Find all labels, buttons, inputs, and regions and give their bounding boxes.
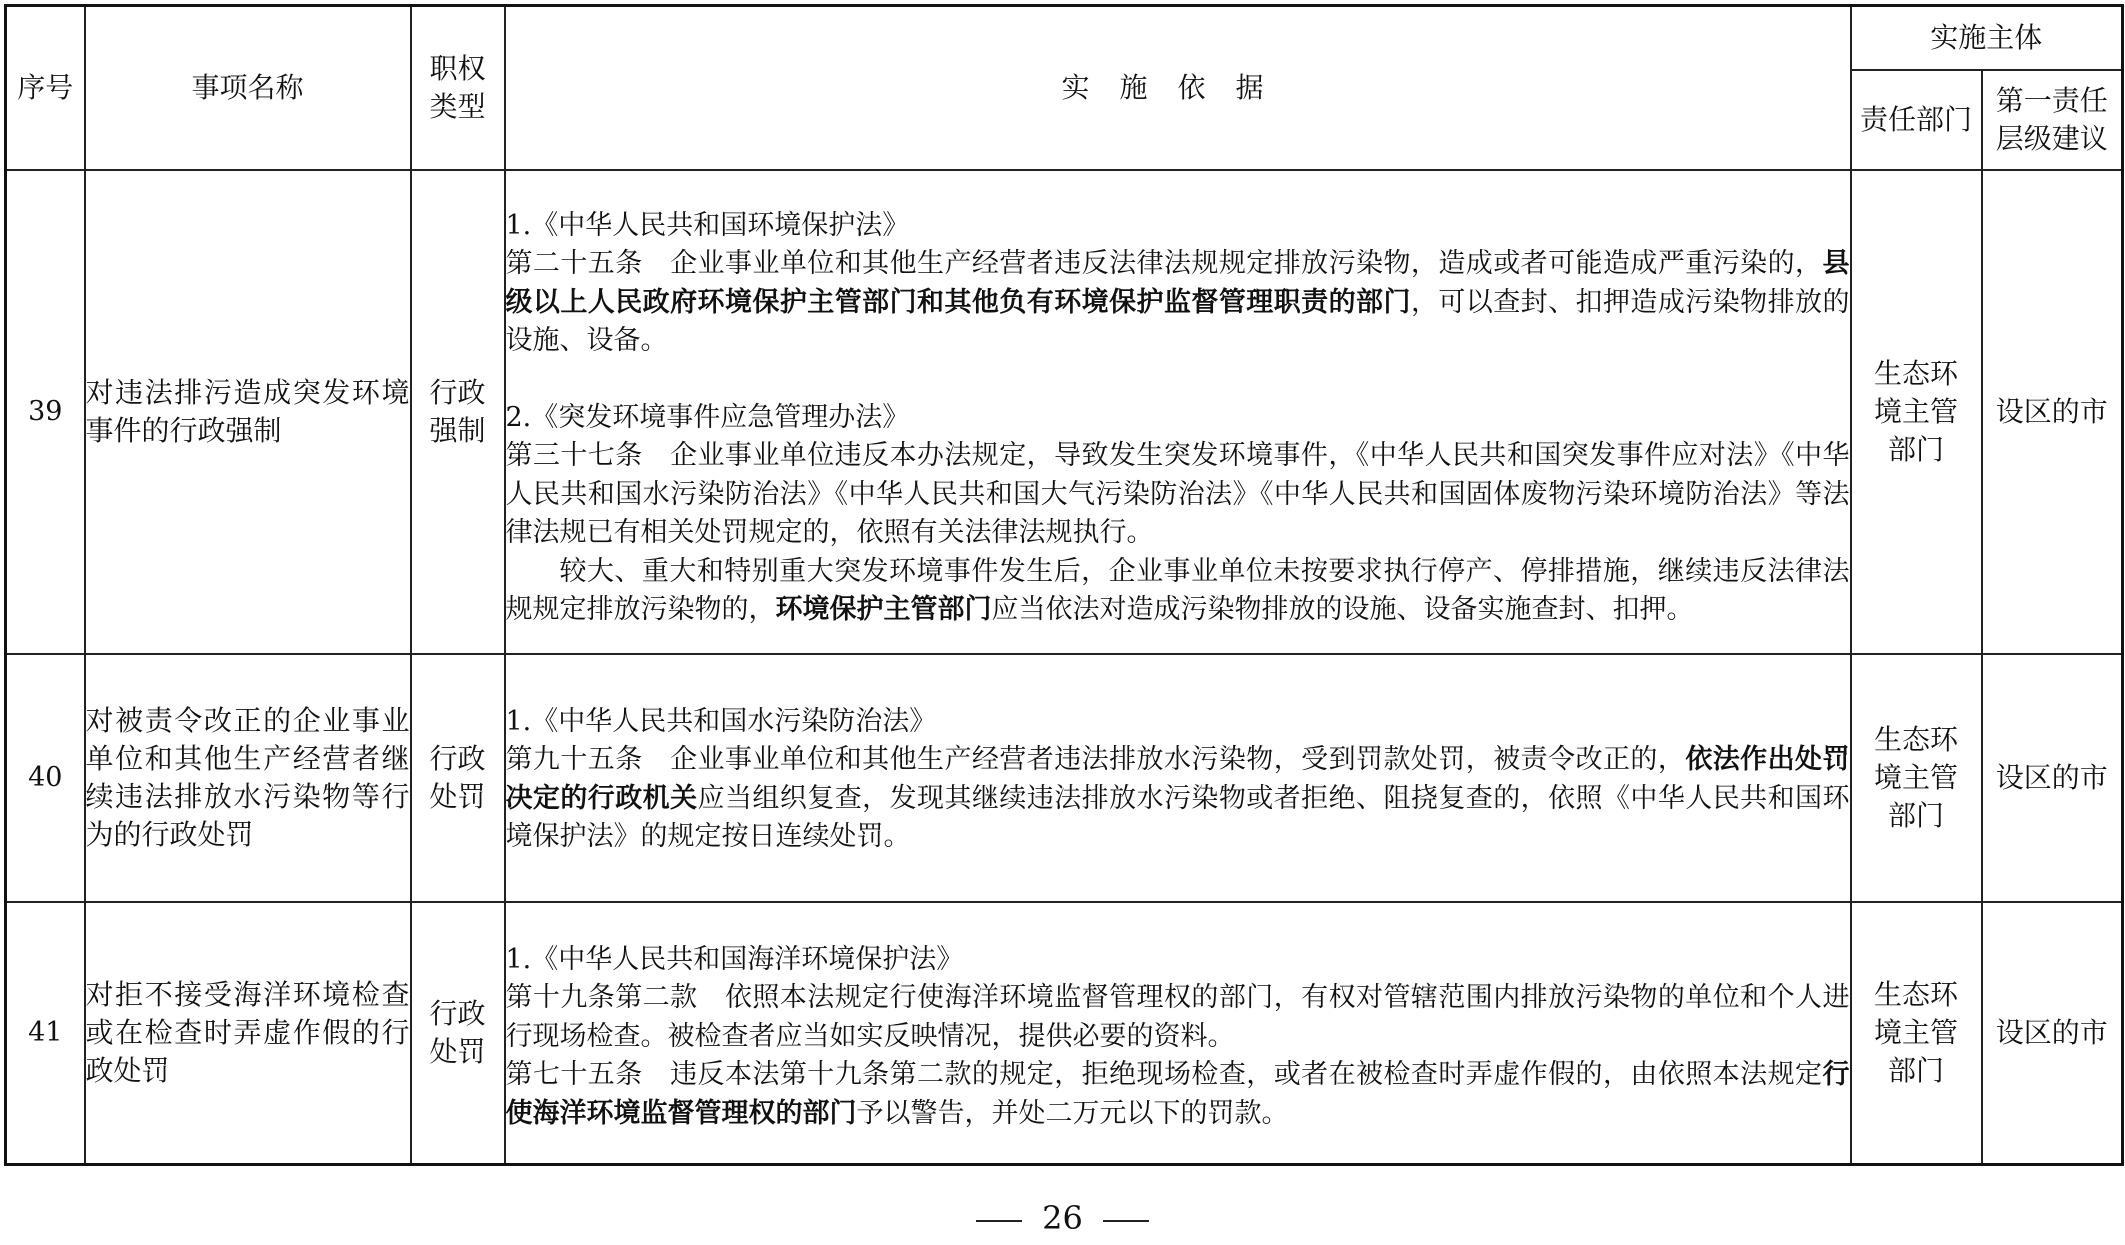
basis-article: 第十九条第二款 依照本法规定行使海洋环境监督管理权的部门，有权对管辖范围内排放污染物的单位和个人进行现场检查。被检查者应当如实反映情况，提供必要的资料。	[505, 982, 1850, 1052]
legal-basis	[505, 902, 1851, 1165]
basis-law-title: 1.《中华人民共和国水污染防治法》	[505, 705, 937, 737]
table-row	[6, 902, 2123, 1165]
item-name: 对违法排污造成突发环境事件的行政强制	[85, 170, 411, 654]
responsibility-level: 设区的市	[1982, 170, 2123, 654]
item-name: 对拒不接受海洋环境检查或在检查时弄虚作假的行政处罚	[85, 902, 411, 1165]
legal-basis	[505, 170, 1851, 654]
authority-type: 行政处罚	[411, 654, 505, 902]
footer-dash-left	[976, 1220, 1022, 1222]
basis-article: 第二十五条 企业事业单位和其他生产经营者违反法律法规规定排放污染物，造成或者可能造成严重污染的，县级以上人民政府环境保护主管部门和其他负有环境保护监督管理职责的部门，可以查封、扣押造成污染物排放的设施、设备。	[505, 248, 1850, 356]
basis-law-title: 2.《突发环境事件应急管理办法》	[505, 401, 910, 433]
basis-bold-authority: 环境保护主管部门	[775, 594, 992, 625]
page-number: 26	[1042, 1199, 1083, 1237]
footer-dash-right	[1103, 1220, 1149, 1222]
header-subject: 实施主体	[1851, 6, 2123, 70]
header-dept: 责任部门	[1851, 70, 1982, 170]
row-number: 41	[6, 902, 85, 1165]
responsible-dept: 生态环境主管部门	[1851, 902, 1982, 1165]
item-name: 对被责令改正的企业事业单位和其他生产经营者继续违法排放水污染物等行为的行政处罚	[85, 654, 411, 902]
header-basis: 实施依据	[505, 6, 1851, 170]
responsible-dept: 生态环境主管部门	[1851, 654, 1982, 902]
header-seq: 序号	[6, 6, 85, 170]
row-number: 39	[6, 170, 85, 654]
basis-article: 较大、重大和特别重大突发环境事件发生后，企业事业单位未按要求执行停产、停排措施，继续违反法律法规规定排放污染物的，环境保护主管部门应当依法对造成污染物排放的设施、设备实施查封、扣押。	[505, 555, 1850, 625]
basis-bold-authority: 行使海洋环境监督管理权的部门	[505, 1059, 1850, 1129]
responsible-dept: 生态环境主管部门	[1851, 170, 1982, 654]
authority-type: 行政强制	[411, 170, 505, 654]
row-number: 40	[6, 654, 85, 902]
table-header	[6, 6, 2123, 170]
basis-bold-authority: 依法作出处罚决定的行政机关	[505, 744, 1850, 814]
header-name: 事项名称	[85, 6, 411, 170]
table-row	[6, 170, 2123, 654]
basis-article: 第九十五条 企业事业单位和其他生产经营者违法排放水污染物，受到罚款处罚，被责令改正的，依法作出处罚决定的行政机关应当组织复查，发现其继续违法排放水污染物或者拒绝、阻挠复查的，依照《中华人民共和国环境保护法》的规定按日连续处罚。	[505, 744, 1850, 852]
basis-article: 第七十五条 违反本法第十九条第二款的规定，拒绝现场检查，或者在被检查时弄虚作假的，由依照本法规定行使海洋环境监督管理权的部门予以警告，并处二万元以下的罚款。	[505, 1059, 1850, 1129]
page-footer	[0, 1198, 2125, 1238]
legal-basis	[505, 654, 1851, 902]
table-row	[6, 654, 2123, 902]
authority-type: 行政处罚	[411, 902, 505, 1165]
responsibility-level: 设区的市	[1982, 654, 2123, 902]
header-type: 职权类型	[411, 6, 505, 170]
responsibility-level: 设区的市	[1982, 902, 2123, 1165]
header-level: 第一责任层级建议	[1982, 70, 2123, 170]
basis-law-title: 1.《中华人民共和国海洋环境保护法》	[505, 943, 964, 975]
matters-table	[4, 4, 2124, 1166]
basis-law-title: 1.《中华人民共和国环境保护法》	[505, 209, 910, 241]
basis-article: 第三十七条 企业事业单位违反本办法规定，导致发生突发环境事件，《中华人民共和国突发事件应对法》《中华人民共和国水污染防治法》《中华人民共和国大气污染防治法》《中华人民共和国固体废物污染环境防治法》等法律法规已有相关处罚规定的，依照有关法律法规执行。	[505, 440, 1850, 548]
basis-bold-authority: 县级以上人民政府环境保护主管部门和其他负有环境保护监督管理职责的部门	[505, 248, 1850, 318]
